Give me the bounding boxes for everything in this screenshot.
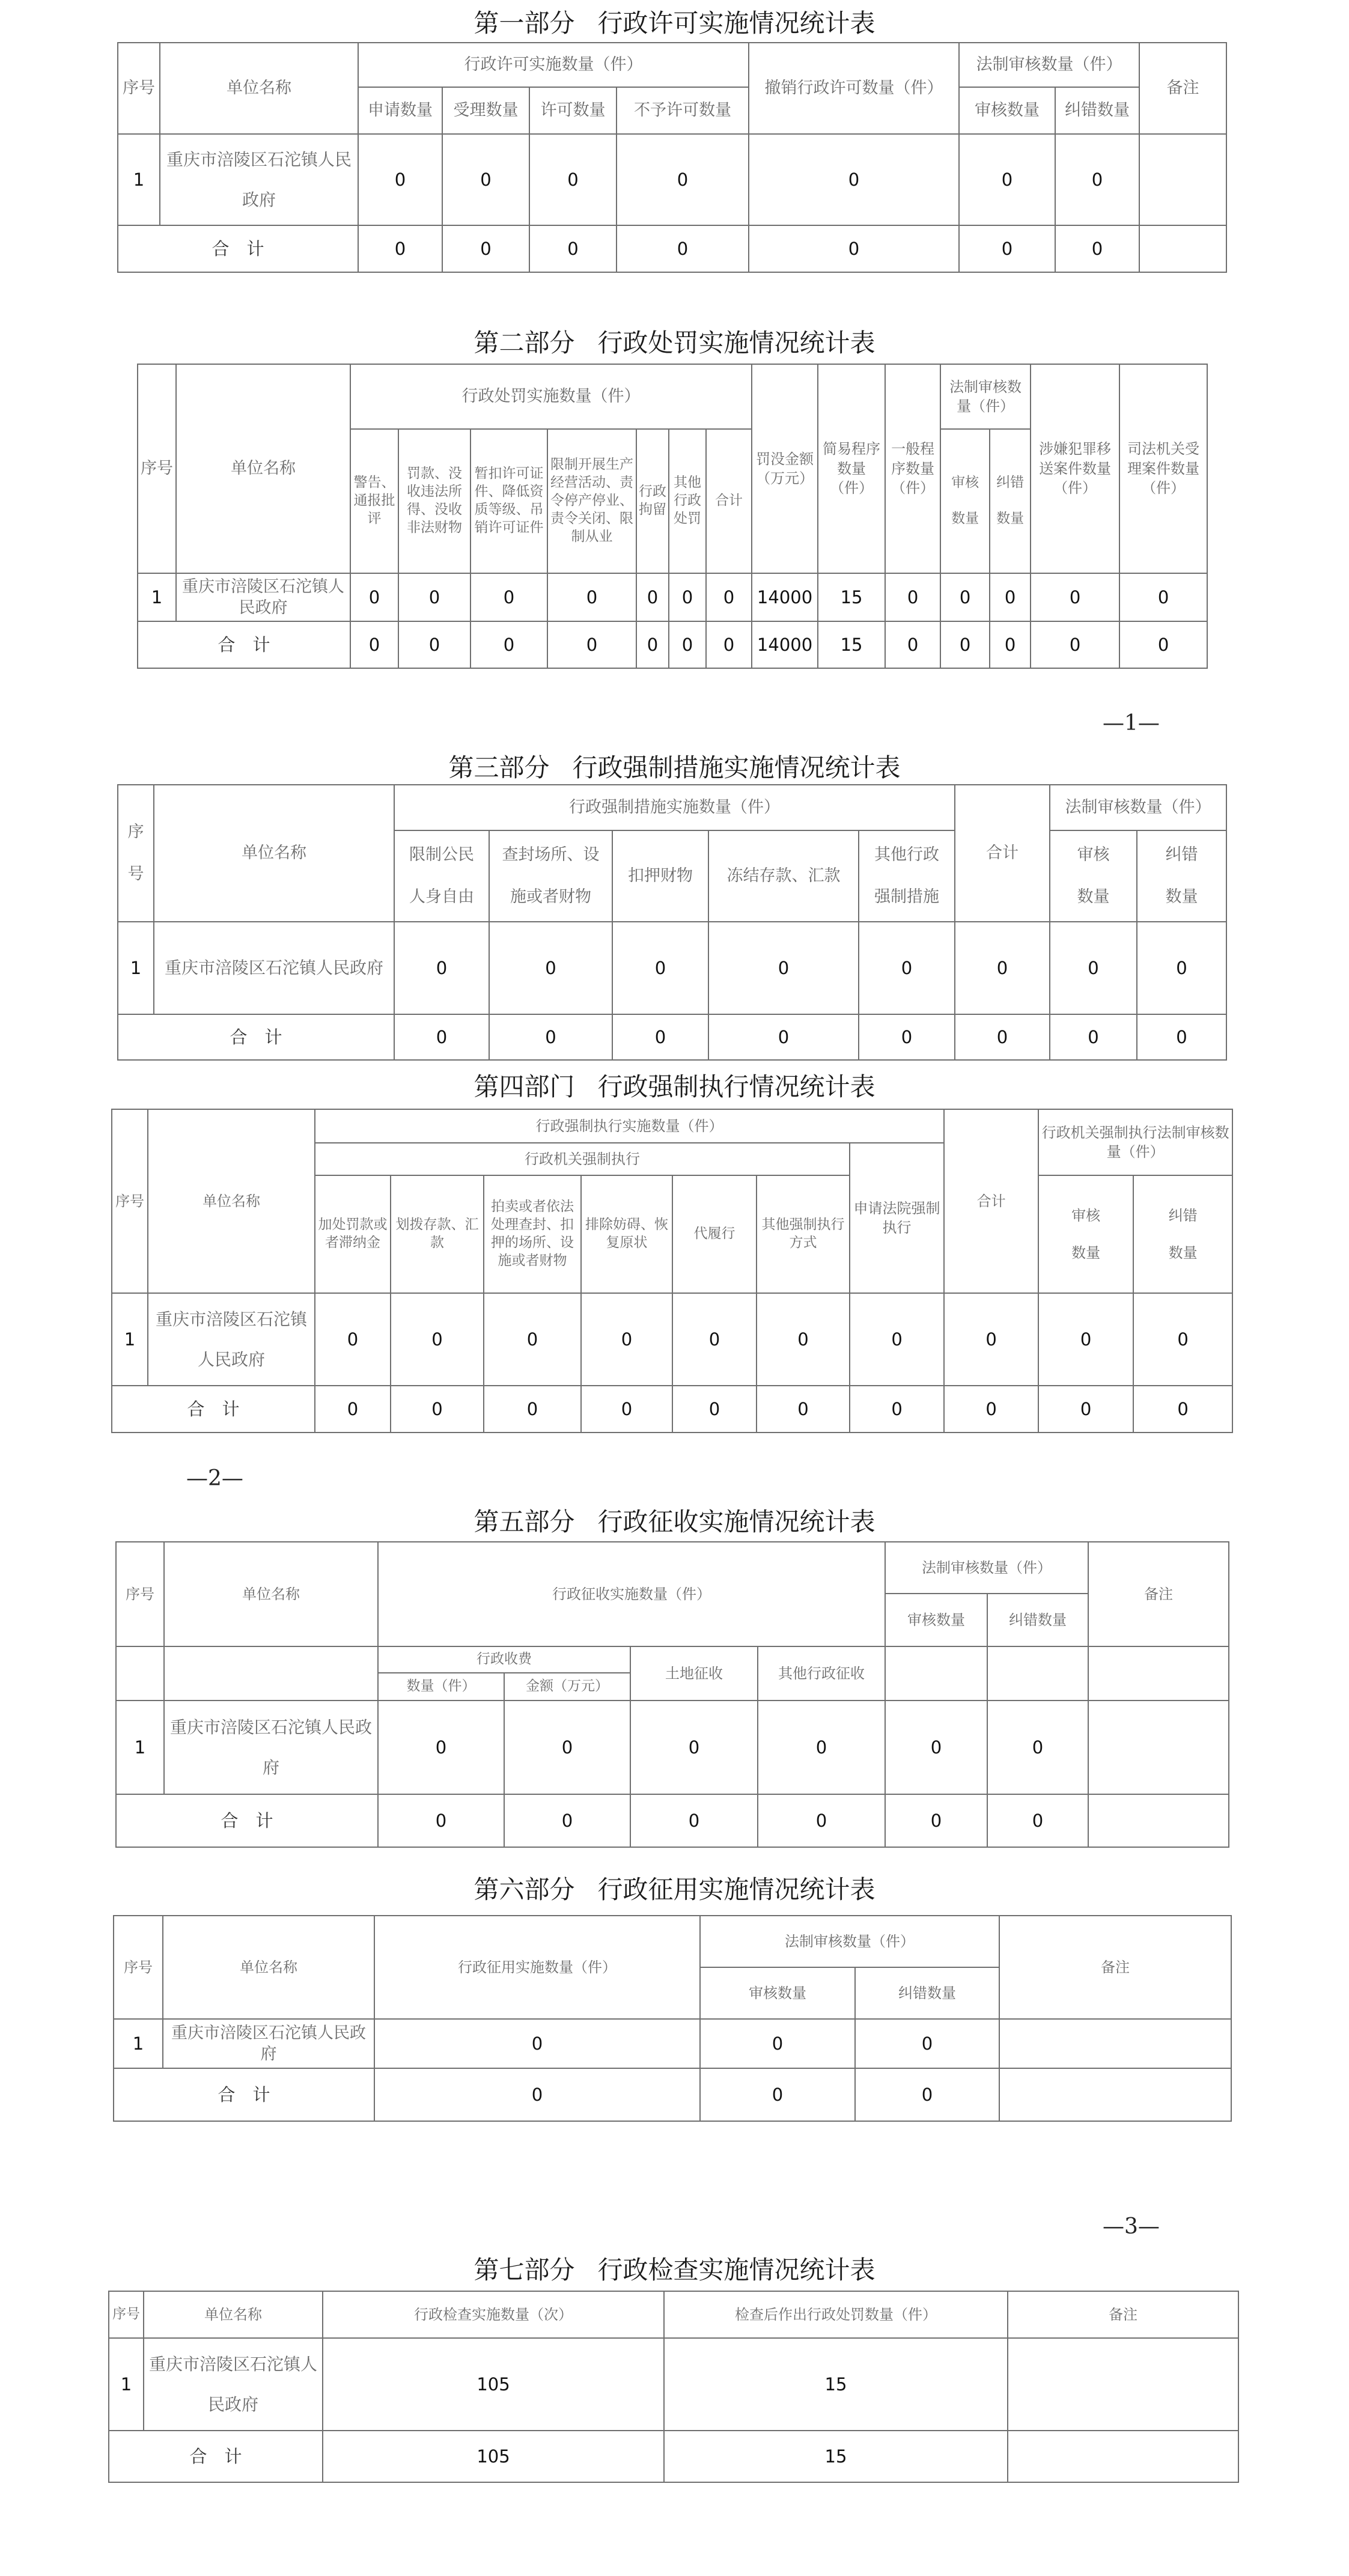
p4-unit-header: 单位名称 [148,1109,315,1293]
p4-impl-header: 行政强制执行实施数量（件） [315,1109,944,1143]
part4-title: 第四部门 行政强制执行情况统计表 [474,1072,875,1101]
p2-row-transfer: 0 [1031,573,1119,621]
p1-total-label: 合 计 [118,225,358,272]
p7-penalty-header: 检查后作出行政处罚数量（件） [664,2291,1008,2338]
p4-row-auction: 0 [484,1293,581,1386]
p2-impl-header: 行政处罚实施数量（件） [350,364,752,429]
p2-fine-header: 罚款、没收违法所得、没收非法财物 [398,429,470,573]
p2-total-judicial: 0 [1119,621,1207,668]
p3-correct-header: 纠错 数量 [1137,830,1226,922]
p3-row-restrict: 0 [394,922,489,1014]
p1-impl-header: 行政许可实施数量（件） [358,43,749,87]
p5-blank-review [885,1646,987,1701]
p4-agency-header: 行政机关强制执行 [315,1143,850,1175]
p6-impl-header: 行政征用实施数量（件） [374,1916,700,2019]
p1-apply-header: 申请数量 [358,87,442,134]
p4-total-court: 0 [850,1386,944,1433]
p4-sum-header: 合计 [944,1109,1038,1293]
p5-seq-header: 序号 [116,1542,164,1646]
p1-row-deny: 0 [617,134,749,225]
p2-row-unit: 重庆市涪陵区石沱镇人民政府 [176,573,350,621]
p1-total-remark [1139,225,1226,272]
p3-legal-header: 法制审核数量（件） [1050,785,1226,830]
table-row [112,1386,1232,1433]
p2-total-detain: 0 [636,621,669,668]
p5-blank-remark [1088,1646,1229,1701]
p6-row-correct: 0 [855,2019,999,2068]
p3-row-seal: 0 [489,922,612,1014]
p2-row-judicial: 0 [1119,573,1207,621]
p5-row-unit: 重庆市涪陵区石沱镇人民政府 [164,1701,378,1794]
p5-row-fee-amount: 0 [504,1701,630,1794]
p3-row-review: 0 [1050,922,1137,1014]
p5-total-label: 合 计 [116,1794,378,1847]
p3-sum-header: 合计 [955,785,1050,922]
p7-row-impl: 105 [323,2338,664,2431]
table-row [114,2019,1231,2068]
p4-total-auction: 0 [484,1386,581,1433]
table-row [138,573,1207,621]
p4-total-other: 0 [757,1386,850,1433]
part2-table [137,364,1208,669]
page-number-1: —1— [1103,711,1160,735]
p5-remark-header: 备注 [1088,1542,1229,1646]
p4-row-sum: 0 [944,1293,1038,1386]
p1-row-accept: 0 [442,134,529,225]
p3-seq-header: 序 号 [118,785,154,922]
table-row [109,2338,1238,2431]
p1-row-revoke: 0 [749,134,959,225]
p1-accept-header: 受理数量 [442,87,529,134]
p5-total-other: 0 [758,1794,885,1847]
p4-auction-header: 拍卖或者依法处理查封、扣押的场所、设施或者财物 [484,1175,581,1293]
p1-remark-header: 备注 [1139,43,1226,134]
p2-legal-header: 法制审核数量（件） [940,364,1031,429]
p6-row-unit: 重庆市涪陵区石沱镇人民政府 [163,2019,374,2068]
p6-row-remark [999,2019,1231,2068]
p2-row-sum: 0 [706,573,752,621]
p2-other-header: 其他行政处罚 [669,429,706,573]
p1-legal-header: 法制审核数量（件） [959,43,1139,87]
p1-total-deny: 0 [617,225,749,272]
p2-restrict-header: 限制开展生产经营活动、责令停产停业、责令关闭、限制从业 [547,429,636,573]
p6-total-impl: 0 [374,2068,700,2121]
p2-amount-header: 罚没金额（万元） [752,364,818,573]
part6-title: 第六部分 行政征用实施情况统计表 [474,1875,875,1904]
p2-detain-header: 行政拘留 [636,429,669,573]
p5-total-land: 0 [630,1794,758,1847]
p5-blank-seq [116,1646,164,1701]
page-number-2: —2— [186,1466,243,1491]
p4-court-header: 申请法院强制执行 [850,1143,944,1293]
p3-seize-header: 扣押财物 [612,830,708,922]
p4-row-proxy: 0 [672,1293,757,1386]
p2-row-other: 0 [669,573,706,621]
p4-total-remove: 0 [581,1386,672,1433]
p2-total-other: 0 [669,621,706,668]
p7-seq-header: 序号 [109,2291,144,2338]
part2-title: 第二部分 行政处罚实施情况统计表 [474,328,875,358]
p3-row-freeze: 0 [708,922,859,1014]
part3-title: 第三部分 行政强制措施实施情况统计表 [448,753,901,782]
p1-row-seq: 1 [118,134,160,225]
p4-review-header: 审核 数量 [1038,1175,1133,1293]
p4-row-other: 0 [757,1293,850,1386]
part5-title: 第五部分 行政征收实施情况统计表 [474,1507,875,1536]
p4-total-correct: 0 [1133,1386,1232,1433]
p1-row-remark [1139,134,1226,225]
p4-row-transfer: 0 [391,1293,484,1386]
p5-blank-unit [164,1646,378,1701]
p2-total-suspend: 0 [470,621,547,668]
p3-total-other: 0 [859,1014,955,1060]
p4-total-label: 合 计 [112,1386,315,1433]
p6-total-review: 0 [700,2068,855,2121]
p2-judicial-header: 司法机关受理案件数量（件） [1119,364,1207,573]
p3-row-correct: 0 [1137,922,1226,1014]
part3-table [117,784,1227,1061]
p3-review-header: 审核 数量 [1050,830,1137,922]
p2-total-correct: 0 [990,621,1031,668]
p6-total-remark [999,2068,1231,2121]
p7-impl-header: 行政检查实施数量（次） [323,2291,664,2338]
p4-seq-header: 序号 [112,1109,148,1293]
p2-row-restrict: 0 [547,573,636,621]
p2-row-simple: 15 [818,573,885,621]
table-row [114,2068,1231,2121]
p2-suspend-header: 暂扣许可证件、降低资质等级、吊销许可证件 [470,429,547,573]
p6-row-seq: 1 [114,2019,163,2068]
p3-total-sum: 0 [955,1014,1050,1060]
p6-legal-header: 法制审核数量（件） [700,1916,999,1967]
p4-proxy-header: 代履行 [672,1175,757,1293]
p1-total-permit: 0 [529,225,617,272]
p1-unit-header: 单位名称 [160,43,358,134]
p1-seq-header: 序号 [118,43,160,134]
p2-row-seq: 1 [138,573,176,621]
part1-table [117,42,1227,273]
p2-seq-header: 序号 [138,364,176,573]
part7-title: 第七部分 行政检查实施情况统计表 [474,2255,875,2285]
part7-table [108,2291,1239,2483]
part1-title: 第一部分 行政许可实施情况统计表 [474,8,875,38]
p5-fee-count-header: 数量（件） [378,1673,504,1701]
p2-row-fine: 0 [398,573,470,621]
p5-row-land: 0 [630,1701,758,1794]
p2-row-suspend: 0 [470,573,547,621]
p6-unit-header: 单位名称 [163,1916,374,2019]
p2-sum-header: 合计 [706,429,752,573]
p5-review-header: 审核数量 [885,1594,987,1646]
p7-total-label: 合 计 [109,2431,323,2482]
p2-total-simple: 15 [818,621,885,668]
p4-remove-header: 排除妨碍、恢复原状 [581,1175,672,1293]
table-row [112,1293,1232,1386]
p5-legal-header: 法制审核数量（件） [885,1542,1088,1594]
p3-row-unit: 重庆市涪陵区石沱镇人民政府 [154,922,394,1014]
p5-unit-header: 单位名称 [164,1542,378,1646]
p4-row-seq: 1 [112,1293,148,1386]
p3-row-sum: 0 [955,922,1050,1014]
p6-total-correct: 0 [855,2068,999,2121]
p3-row-seq: 1 [118,922,154,1014]
p5-row-other: 0 [758,1701,885,1794]
p2-unit-header: 单位名称 [176,364,350,573]
p5-land-header: 土地征收 [630,1646,758,1701]
p3-total-label: 合 计 [118,1014,394,1060]
page-number-3: —3— [1103,2214,1160,2239]
p1-row-review: 0 [959,134,1055,225]
p2-row-warn: 0 [350,573,398,621]
p7-row-unit: 重庆市涪陵区石沱镇人民政府 [144,2338,323,2431]
p4-legal-header: 行政机关强制执行法制审核数量（件） [1038,1109,1232,1175]
p5-row-remark [1088,1701,1229,1794]
p1-permit-header: 许可数量 [529,87,617,134]
p1-total-accept: 0 [442,225,529,272]
p7-row-penalty: 15 [664,2338,1008,2431]
p1-row-unit: 重庆市涪陵区石沱镇人民政府 [160,134,358,225]
p2-general-header: 一般程序数量（件） [885,364,940,573]
p4-transfer-header: 划拨存款、汇款 [391,1175,484,1293]
p6-row-impl: 0 [374,2019,700,2068]
p2-total-general: 0 [885,621,940,668]
p4-row-unit: 重庆市涪陵区石沱镇人民政府 [148,1293,315,1386]
p6-remark-header: 备注 [999,1916,1231,2019]
table-row [116,1794,1229,1847]
p4-row-remove: 0 [581,1293,672,1386]
p3-total-review: 0 [1050,1014,1137,1060]
p2-simple-header: 简易程序数量（件） [818,364,885,573]
p4-row-court: 0 [850,1293,944,1386]
p5-row-correct: 0 [987,1701,1088,1794]
p1-total-review: 0 [959,225,1055,272]
p4-row-correct: 0 [1133,1293,1232,1386]
p5-correct-header: 纠错数量 [987,1594,1088,1646]
p5-row-fee-count: 0 [378,1701,504,1794]
part6-table [113,1915,1232,2122]
p6-correct-header: 纠错数量 [855,1967,999,2019]
table-row [118,922,1226,1014]
p7-total-remark [1008,2431,1238,2482]
p3-total-seize: 0 [612,1014,708,1060]
p7-row-remark [1008,2338,1238,2431]
p6-seq-header: 序号 [114,1916,163,2019]
table-row [138,621,1207,668]
p4-total-transfer: 0 [391,1386,484,1433]
p4-correct-header: 纠错 数量 [1133,1175,1232,1293]
p1-row-correct: 0 [1055,134,1139,225]
p5-row-seq: 1 [116,1701,164,1794]
p4-total-review: 0 [1038,1386,1133,1433]
p5-total-review: 0 [885,1794,987,1847]
p1-correct-header: 纠错数量 [1055,87,1139,134]
p1-row-apply: 0 [358,134,442,225]
p7-row-seq: 1 [109,2338,144,2431]
p5-other-header: 其他行政征收 [758,1646,885,1701]
p2-total-restrict: 0 [547,621,636,668]
p3-other-header: 其他行政 强制措施 [859,830,955,922]
p3-restrict-header: 限制公民 人身自由 [394,830,489,922]
p3-seal-header: 查封场所、设 施或者财物 [489,830,612,922]
p5-row-review: 0 [885,1701,987,1794]
p1-total-correct: 0 [1055,225,1139,272]
p7-total-penalty: 15 [664,2431,1008,2482]
p4-total-proxy: 0 [672,1386,757,1433]
p4-total-sum: 0 [944,1386,1038,1433]
p3-total-freeze: 0 [708,1014,859,1060]
p5-total-fee-count: 0 [378,1794,504,1847]
p7-total-impl: 105 [323,2431,664,2482]
p5-total-correct: 0 [987,1794,1088,1847]
p4-row-late: 0 [315,1293,391,1386]
p2-row-detain: 0 [636,573,669,621]
p2-total-label: 合 计 [138,621,350,668]
p1-revoke-header: 撤销行政许可数量（件） [749,43,959,134]
p3-total-correct: 0 [1137,1014,1226,1060]
p2-transfer-header: 涉嫌犯罪移送案件数量（件） [1031,364,1119,573]
p2-total-warn: 0 [350,621,398,668]
p1-deny-header: 不予许可数量 [617,87,749,134]
part5-table [115,1541,1229,1848]
p3-row-seize: 0 [612,922,708,1014]
p5-impl-header: 行政征收实施数量（件） [378,1542,885,1646]
p2-row-correct: 0 [990,573,1031,621]
p5-total-fee-amount: 0 [504,1794,630,1847]
p2-review-header: 审核 数量 [940,429,990,573]
p3-row-other: 0 [859,922,955,1014]
p4-row-review: 0 [1038,1293,1133,1386]
table-row [116,1701,1229,1794]
p2-total-fine: 0 [398,621,470,668]
p6-row-review: 0 [700,2019,855,2068]
p7-unit-header: 单位名称 [144,2291,323,2338]
p1-row-permit: 0 [529,134,617,225]
p6-review-header: 审核数量 [700,1967,855,2019]
p3-unit-header: 单位名称 [154,785,394,922]
p3-freeze-header: 冻结存款、汇款 [708,830,859,922]
table-row [118,134,1226,225]
p2-row-review: 0 [940,573,990,621]
p6-total-label: 合 计 [114,2068,374,2121]
p5-blank-correct [987,1646,1088,1701]
p2-row-general: 0 [885,573,940,621]
p4-other-header: 其他强制执行方式 [757,1175,850,1293]
table-row [118,225,1226,272]
p2-total-review: 0 [940,621,990,668]
p3-impl-header: 行政强制措施实施数量（件） [394,785,955,830]
table-row [109,2431,1238,2482]
p7-remark-header: 备注 [1008,2291,1238,2338]
p4-total-late: 0 [315,1386,391,1433]
p2-total-amount: 14000 [752,621,818,668]
p2-correct-header: 纠错 数量 [990,429,1031,573]
p5-fee-header: 行政收费 [378,1646,630,1673]
table-row [118,1014,1226,1060]
part4-table [111,1109,1233,1433]
p3-total-restrict: 0 [394,1014,489,1060]
p2-row-amount: 14000 [752,573,818,621]
p2-total-transfer: 0 [1031,621,1119,668]
p5-total-remark [1088,1794,1229,1847]
p4-late-header: 加处罚款或者滞纳金 [315,1175,391,1293]
p1-review-header: 审核数量 [959,87,1055,134]
p2-total-sum: 0 [706,621,752,668]
p5-fee-amount-header: 金额（万元） [504,1673,630,1701]
p2-warn-header: 警告、通报批评 [350,429,398,573]
p1-total-revoke: 0 [749,225,959,272]
p1-total-apply: 0 [358,225,442,272]
p3-total-seal: 0 [489,1014,612,1060]
